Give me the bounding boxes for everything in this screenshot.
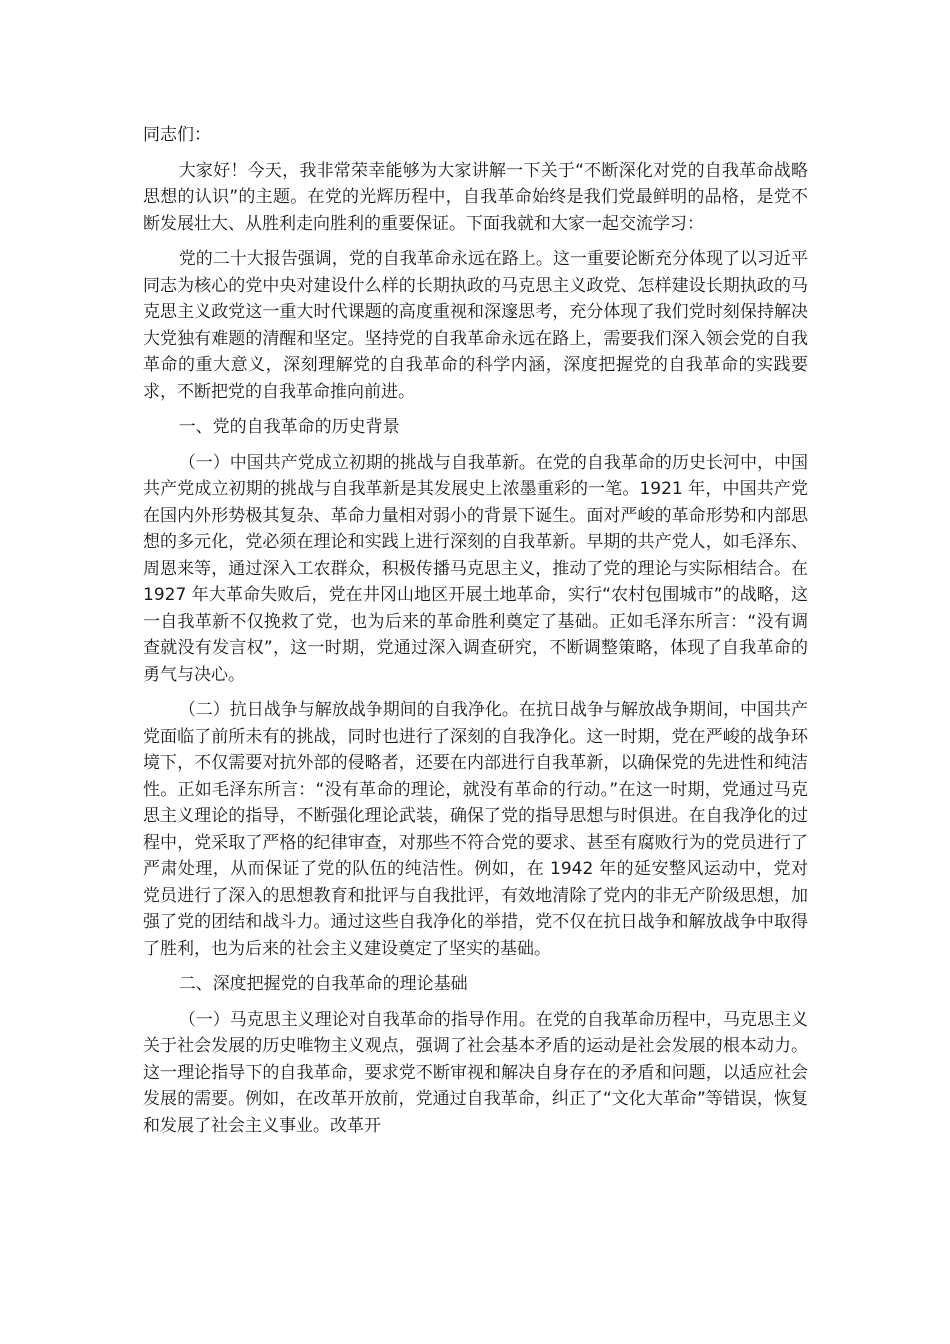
section-heading: 二、深度把握党的自我革命的理论基础 (178, 974, 468, 994)
section-heading: 一、党的自我革命的历史背景 (178, 417, 400, 437)
intro-paragraph: 大家好！今天，我非常荣幸能够为大家讲解一下关于“不断深化对党的自我革命战略思想的认识”的主题。在党的光辉历程中，自我革命始终是我们党最鲜明的品格，是党不断发展壮大、从胜利走向胜利的重要保证。下面我就和大家一起交流学习： (143, 160, 808, 234)
document-body (143, 122, 808, 1148)
body-paragraph: （二）抗日战争与解放战争期间的自我净化。在抗日战争与解放战争期间，中国共产党面临了前所未有的挑战，同时也进行了深刻的自我净化。这一时期，党在严峻的战争环境下，不仅需要对抗外部的侵略者，还要在内部进行自我革新，以确保党的先进性和纯洁性。正如毛泽东所言：“没有革命的理论，就没有革命的行动。”在这一时期，党通过马克思主义理论的指导，不断强化理论武装，确保了党的指导思想与时俱进。在自我净化的过程中，党采取了严格的纪律审查，对那些不符合党的要求、甚至有腐败行为的党员进行了严肃处理，从而保证了党的队伍的纯洁性。例如，在 1942 年的延安整风运动中，党对党员进行了深入的思想教育和批评与自我批评，有效地清除了党内的非无产阶级思想，加强了党的团结和战斗力。通过这些自我净化的举措，党不仅在抗日战争和解放战争中取得了胜利，也为后来的社会主义建设奠定了坚实的基础。 (143, 700, 808, 959)
body-paragraph: （一）中国共产党成立初期的挑战与自我革新。在党的自我革命的历史长河中，中国共产党成立初期的挑战与自我革新是其发展史上浓墨重彩的一笔。1921 年，中国共产党在国内外形势极其复杂、革命力量相对弱小的背景下诞生。面对严峻的革命形势和内部思想的多元化，党必须在理论和实践上进行深刻的自我革新。早期的共产党人，如毛泽东、周恩来等，通过深入工农群众，积极传播马克思主义，推动了党的理论与实际相结合。在 1927 年大革命失败后，党在井冈山地区开展土地革命，实行“农村包围城市”的战略，这一自我革新不仅挽救了党，也为后来的革命胜利奠定了基础。正如毛泽东所言：“没有调查就没有发言权”，这一时期，党通过深入调查研究，不断调整策略，体现了自我革命的勇气与决心。 (143, 452, 808, 685)
body-paragraph: （一）马克思主义理论对自我革命的指导作用。在党的自我革命历程中，马克思主义关于社会发展的历史唯物主义观点，强调了社会基本矛盾的运动是社会发展的根本动力。这一理论指导下的自我革命，要求党不断审视和解决自身存在的矛盾和问题，以适应社会发展的需要。例如，在改革开放前，党通过自我革命，纠正了“文化大革命”等错误，恢复和发展了社会主义事业。改革开 (143, 1009, 808, 1136)
salutation: 同志们： (143, 125, 211, 145)
body-paragraph: 党的二十大报告强调，党的自我革命永远在路上。这一重要论断充分体现了以习近平同志为核心的党中央对建设什么样的长期执政的马克思主义政党、怎样建设长期执政的马克思主义政党这一重大时代课题的高度重视和深邃思考，充分体现了我们党时刻保持解决大党独有难题的清醒和坚定。坚持党的自我革命永远在路上，需要我们深入领会党的自我革命的重大意义，深刻理解党的自我革命的科学内涵，深度把握党的自我革命的实践要求，不断把党的自我革命推向前进。 (143, 249, 808, 402)
